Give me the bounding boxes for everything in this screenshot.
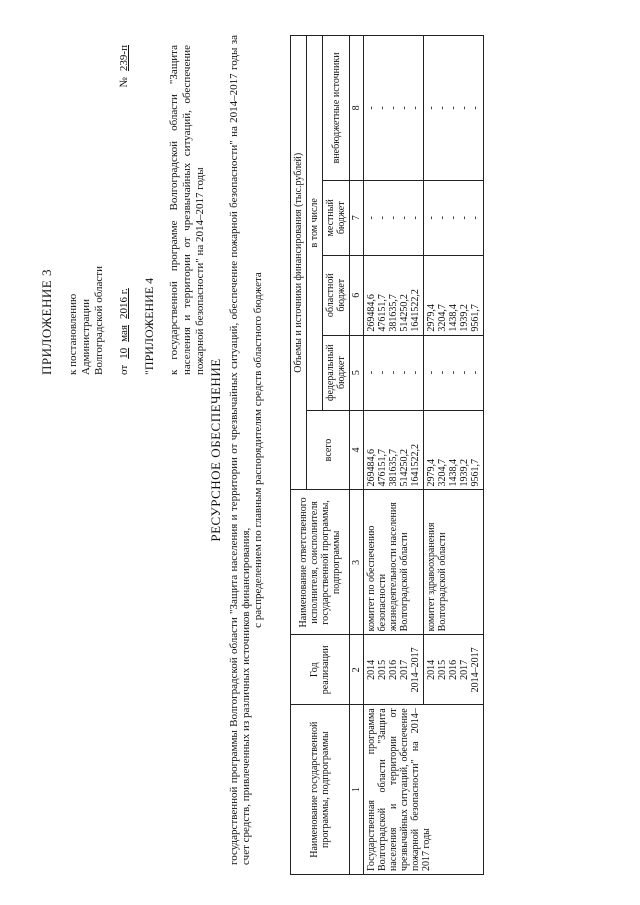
column-index-row [350, 36, 364, 875]
local-cell: - - - - - [424, 180, 484, 255]
decree-date [118, 45, 131, 375]
date-day: 10 [118, 347, 130, 359]
executor-name: комитет по обеспечению безопасности жизнедеятельности населения Волгоградской области [364, 490, 424, 635]
col-index: 8 [350, 36, 364, 181]
regional-cell: 2979,4 3204,7 1438,4 1939,2 9561,7 [424, 255, 484, 335]
header-incl: в том числе [307, 36, 323, 411]
extra-cell: - - - - - [364, 36, 424, 181]
years-cell: 2014 2015 2016 2017 2014–2017 [364, 635, 424, 705]
header-total: всего [307, 410, 350, 490]
col-index: 7 [350, 180, 364, 255]
header-executor: Наименование ответственного исполнителя, соисполнителя государственной программы, подпрограммы [291, 490, 350, 635]
header-line-3: Волгоградской области [93, 266, 105, 375]
program-name: Государственная программа Волгоградской области "Защита населения и территории от чрезвычайных ситуаций, обеспечение пожарной безопасности" на 2014–2017 годы [364, 705, 484, 875]
col-index: 3 [350, 490, 364, 635]
col-index: 4 [350, 410, 364, 490]
title-heading: РЕСУРСНОЕ ОБЕСПЕЧЕНИЕ [208, 358, 223, 542]
resources-table [290, 35, 484, 875]
document-title [210, 35, 264, 865]
appendix4-paragraph: к государственной программе Волгоградской области "Защита населения и территории от чрезвычайных ситуаций, обеспечение пожарной безопасности" на 2014–2017 годы [168, 45, 206, 375]
header-line-1: к постановлению [67, 293, 79, 375]
regional-cell: 269484,6 476151,7 381635,7 514250,2 1641522,2 [364, 255, 424, 335]
col-index: 5 [350, 335, 364, 410]
col-index: 6 [350, 255, 364, 335]
federal-cell: - - - - - [424, 335, 484, 410]
header-local: местный бюджет [323, 180, 350, 255]
total-cell: 269484,6 476151,7 381635,7 514250,2 1641522,2 [364, 410, 424, 490]
document-header [40, 45, 207, 375]
federal-cell: - - - - - [364, 335, 424, 410]
header-regional: областной бюджет [323, 255, 350, 335]
extra-cell: - - - - - [424, 36, 484, 181]
header-federal: федеральный бюджет [323, 335, 350, 410]
header-line-2: Администрации [80, 298, 92, 375]
date-month: мая [118, 325, 130, 342]
number-prefix: № [118, 77, 130, 88]
title-body: государственной программы Волгоградской области "Защита населения и территории от чрезвычайных ситуаций, обеспечение пожарной безопасности" на 2014–2017 годы за счет средств, привлеченных из различных источников финансирования, [228, 35, 252, 865]
header-year: Год реализации [291, 635, 350, 705]
col-index: 2 [350, 635, 364, 705]
total-cell: 2979,4 3204,7 1438,4 1939,2 9561,7 [424, 410, 484, 490]
header-group: Объемы и источники финансирования (тыс.рублей) [291, 36, 307, 491]
date-prefix: от [118, 364, 130, 375]
table-row [364, 36, 424, 875]
header-program: Наименование государственной программы, подпрограммы [291, 705, 350, 875]
appendix4-title: "ПРИЛОЖЕНИЕ 4 [142, 277, 156, 375]
decree-number: 239-п [118, 45, 130, 72]
executor-name: комитет здравоохранения Волгоградской области [424, 490, 484, 635]
appendix-title: ПРИЛОЖЕНИЕ 3 [39, 269, 54, 375]
local-cell: - - - - - [364, 180, 424, 255]
years-cell: 2014 2015 2016 2017 2014–2017 [424, 635, 484, 705]
header-extra: внебюджетные источники [323, 36, 350, 181]
title-body-2: с распределением по главным распорядителям средств областного бюджета [252, 272, 264, 628]
date-year: 2016 г. [118, 288, 130, 319]
col-index: 1 [350, 705, 364, 875]
